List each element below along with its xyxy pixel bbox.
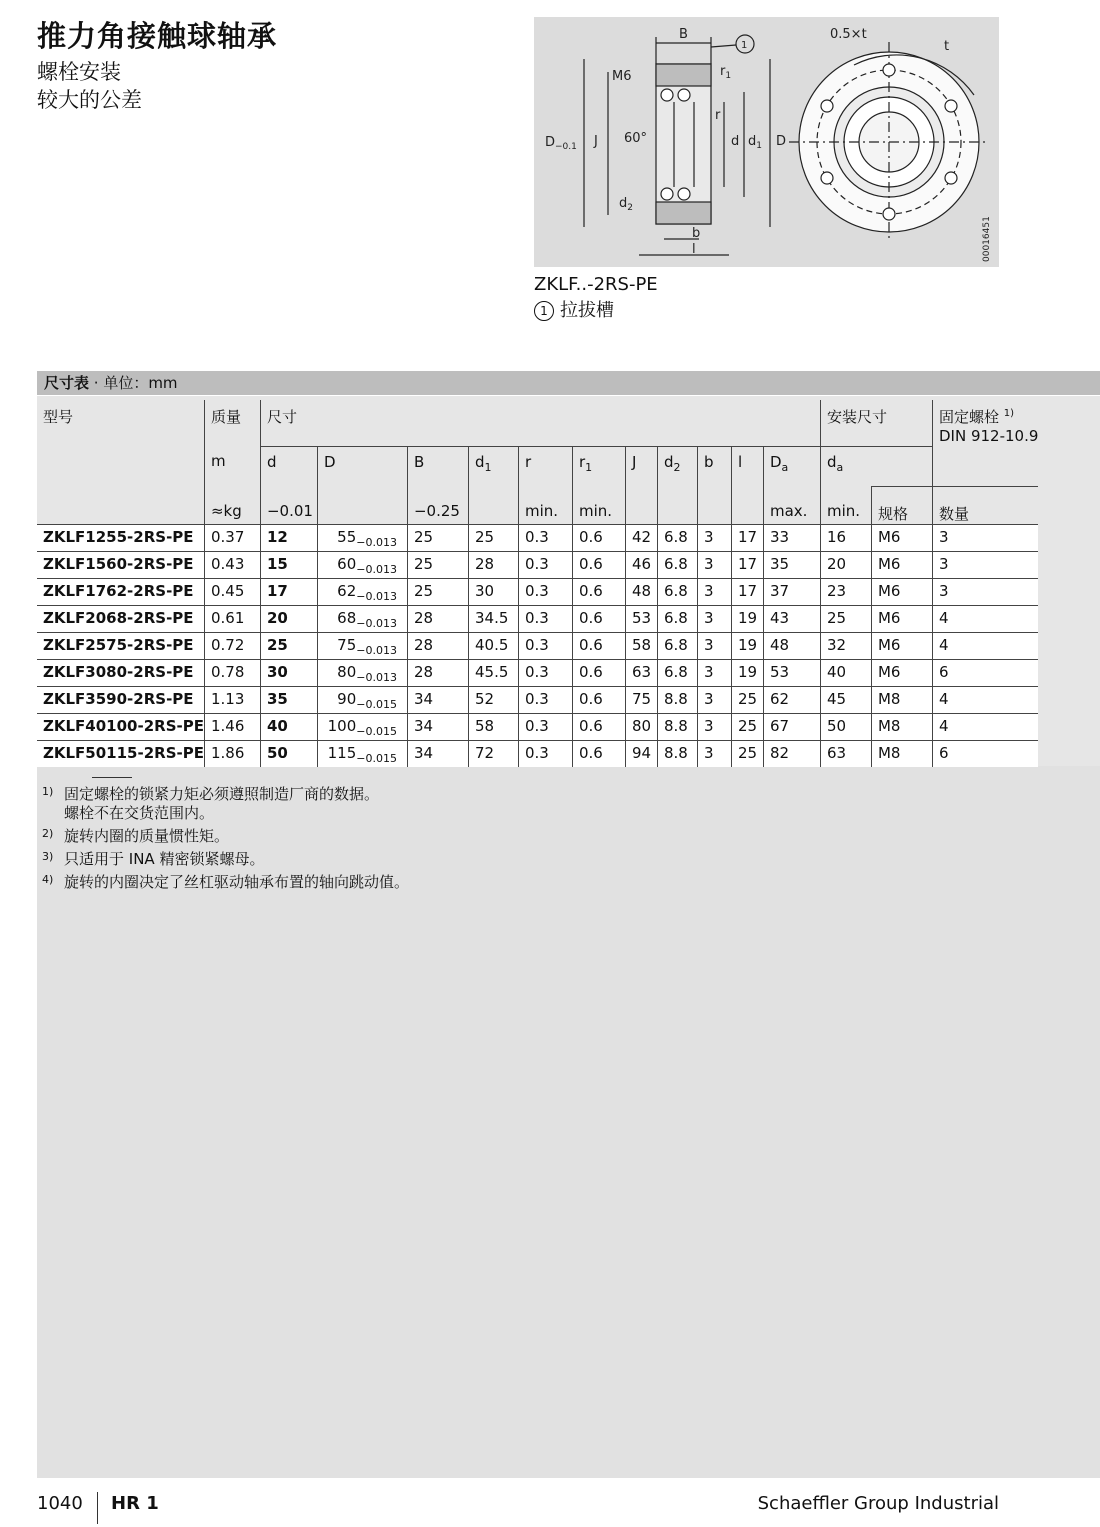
cell-model: ZKLF2068-2RS-PE [37,605,204,632]
table-band-unit: · 单位：mm [89,374,178,392]
cell-qty: 3 [932,578,1038,605]
sym-da: $d_a$ [820,446,871,486]
table-band [37,371,1100,395]
cell-m: 1.13 [204,686,260,713]
cell-m: 0.37 [204,524,260,551]
sym-l: l [731,446,763,486]
cell-d2: 8.8 [657,713,697,740]
cell-Da: 82 [763,740,820,767]
cell-model: ZKLF1560-2RS-PE [37,551,204,578]
cell-m: 1.86 [204,740,260,767]
cell-da: 23 [820,578,871,605]
cell-da: 40 [820,659,871,686]
cell-qty: 4 [932,713,1038,740]
notes-rule [92,777,132,778]
cell-B: 28 [407,605,468,632]
cell-d2: 6.8 [657,659,697,686]
label-d2: $d_2$ [619,196,633,213]
cell-D: $62_{-0.013}$ [317,578,407,605]
cell-D: $80_{-0.013}$ [317,659,407,686]
cell-m: 0.78 [204,659,260,686]
cell-l: 19 [731,605,763,632]
cell-J: 63 [625,659,657,686]
cell-d: 15 [260,551,317,578]
cell-size: M8 [871,713,932,740]
cell-r1: 0.6 [572,578,625,605]
cell-d2: 6.8 [657,578,697,605]
drawing-id: 00016451 [982,216,992,262]
label-b: b [692,226,701,241]
cell-r1: 0.6 [572,659,625,686]
cell-d2: 6.8 [657,605,697,632]
cell-J: 80 [625,713,657,740]
sym-J: J [625,446,657,486]
callout-label: 拉拔槽 [560,300,614,321]
cell-r1: 0.6 [572,686,625,713]
cell-B: 25 [407,524,468,551]
footnote-2: 2) 旋转内圈的质量惯性矩。 [42,827,230,845]
cell-m: 0.45 [204,578,260,605]
cell-size: M6 [871,578,932,605]
cell-Da: 67 [763,713,820,740]
cell-r: 0.3 [518,632,572,659]
cell-size: M6 [871,605,932,632]
page-number: 1040 [37,1493,83,1514]
cell-Da: 33 [763,524,820,551]
cell-da: 50 [820,713,871,740]
label-t: t [944,39,950,54]
cell-model: ZKLF50115-2RS-PE [37,740,204,767]
cell-b: 3 [697,659,731,686]
cell-m: 0.72 [204,632,260,659]
bearing-drawing [534,17,999,267]
col-header-model: 型号 [43,408,74,426]
cell-m: 1.46 [204,713,260,740]
cell-D: $90_{-0.015}$ [317,686,407,713]
cell-r: 0.3 [518,659,572,686]
sym-d: d [260,446,317,486]
figure-caption-model: ZKLF..-2RS-PE [534,274,658,295]
footer-divider [97,1492,98,1524]
cell-da: 32 [820,632,871,659]
cell-r1: 0.6 [572,740,625,767]
cell-l: 17 [731,578,763,605]
dimension-table [37,400,1038,767]
cell-r1: 0.6 [572,551,625,578]
sym-r: r [518,446,572,486]
cell-size: M6 [871,524,932,551]
cell-r: 0.3 [518,713,572,740]
cell-d: 17 [260,578,317,605]
cell-J: 94 [625,740,657,767]
cell-d: 20 [260,605,317,632]
label-r1: $r_1$ [720,64,732,81]
page-subtitle: 螺栓安装 [37,60,121,84]
label-D: D [776,134,787,149]
label-l: l [692,242,696,257]
cell-J: 46 [625,551,657,578]
table-row [37,524,1038,551]
cell-d1: 40.5 [468,632,518,659]
cell-m: 0.43 [204,551,260,578]
cell-l: 17 [731,524,763,551]
cell-J: 42 [625,524,657,551]
cell-B: 34 [407,713,468,740]
table-row [37,659,1038,686]
bearing-drawing-svg [534,17,999,267]
table-row [37,605,1038,632]
cell-D: $100_{-0.015}$ [317,713,407,740]
label-J: J [594,134,598,149]
label-d1: $d_1$ [748,134,762,151]
label-angle: 60° [624,131,648,146]
table-row [37,632,1038,659]
cell-qty: 3 [932,551,1038,578]
cell-d2: 6.8 [657,632,697,659]
cell-d: 12 [260,524,317,551]
cell-r1: 0.6 [572,713,625,740]
cell-qty: 6 [932,659,1038,686]
table-row [37,551,1038,578]
unit-bolt-qty: 数量 [932,486,1038,524]
label-B: B [679,27,688,42]
cell-J: 53 [625,605,657,632]
unit-B: −0.25 [407,486,468,524]
cell-Da: 37 [763,578,820,605]
cell-r: 0.3 [518,686,572,713]
sym-d2: $d_2$ [657,446,697,486]
table-row [37,686,1038,713]
col-header-mount: 安装尺寸 [820,400,932,446]
cell-r1: 0.6 [572,524,625,551]
cell-d2: 6.8 [657,551,697,578]
cell-l: 19 [731,632,763,659]
cell-model: ZKLF3080-2RS-PE [37,659,204,686]
label-M6: M6 [612,69,632,84]
table-band-title: 尺寸表 [44,374,90,392]
unit-da: min. [820,486,871,524]
cell-D: $60_{-0.013}$ [317,551,407,578]
cell-size: M6 [871,659,932,686]
cell-d1: 52 [468,686,518,713]
brand-name: Schaeffler Group Industrial [757,1493,999,1514]
cell-model: ZKLF40100-2RS-PE [37,713,204,740]
cell-D: $75_{-0.013}$ [317,632,407,659]
sym-d1: $d_1$ [468,446,518,486]
cell-qty: 4 [932,605,1038,632]
cell-model: ZKLF2575-2RS-PE [37,632,204,659]
page-title: 推力角接触球轴承 [37,19,278,53]
cell-qty: 6 [932,740,1038,767]
cell-size: M6 [871,551,932,578]
cell-b: 3 [697,524,731,551]
cell-d: 35 [260,686,317,713]
sym-r1: $r_1$ [572,446,625,486]
cell-qty: 4 [932,686,1038,713]
label-chamfer: 0.5×t [830,27,867,42]
sym-m: m [204,446,260,486]
cell-d1: 45.5 [468,659,518,686]
figure-caption-legend [534,296,614,322]
cell-Da: 53 [763,659,820,686]
unit-d: −0.01 [260,486,317,524]
cell-m: 0.61 [204,605,260,632]
sym-B: B [407,446,468,486]
cell-d1: 30 [468,578,518,605]
cell-l: 19 [731,659,763,686]
cell-qty: 4 [932,632,1038,659]
footnote-4: 4) 旋转的内圈决定了丝杠驱动轴承布置的轴向跳动值。 [42,873,410,891]
col-header-mass: 质量 [204,400,260,446]
cell-B: 28 [407,659,468,686]
col-header-bolts: 固定螺栓 $^{1)}$ DIN 912-10.9 [932,400,1038,486]
cell-l: 25 [731,686,763,713]
unit-m: ≈kg [204,486,260,524]
cell-B: 34 [407,740,468,767]
cell-Da: 48 [763,632,820,659]
cell-d1: 34.5 [468,605,518,632]
cell-da: 45 [820,686,871,713]
cell-d2: 8.8 [657,686,697,713]
cell-b: 3 [697,740,731,767]
footnote-1: 1) 固定螺栓的锁紧力矩必须遵照制造厂商的数据。 螺栓不在交货范围内。 [42,785,380,822]
cell-l: 25 [731,713,763,740]
cell-r: 0.3 [518,551,572,578]
cell-b: 3 [697,632,731,659]
cell-r: 0.3 [518,524,572,551]
table-row [37,713,1038,740]
cell-size: M6 [871,632,932,659]
unit-r1: min. [572,486,625,524]
cell-b: 3 [697,713,731,740]
cell-d1: 28 [468,551,518,578]
cell-l: 17 [731,551,763,578]
sym-Da: $D_a$ [763,446,820,486]
cell-B: 25 [407,578,468,605]
cell-D: $68_{-0.013}$ [317,605,407,632]
cell-l: 25 [731,740,763,767]
label-r: r [715,108,721,123]
cell-Da: 35 [763,551,820,578]
cell-da: 20 [820,551,871,578]
footnotes [42,785,409,896]
cell-size: M8 [871,686,932,713]
cell-model: ZKLF1762-2RS-PE [37,578,204,605]
cell-Da: 43 [763,605,820,632]
cell-D: $55_{-0.013}$ [317,524,407,551]
cell-d2: 6.8 [657,524,697,551]
cell-d1: 72 [468,740,518,767]
table-row [37,740,1038,767]
cell-qty: 3 [932,524,1038,551]
cell-d: 40 [260,713,317,740]
cell-D: $115_{-0.015}$ [317,740,407,767]
col-header-dims: 尺寸 [260,400,820,446]
unit-r: min. [518,486,572,524]
cell-d: 25 [260,632,317,659]
cell-d1: 58 [468,713,518,740]
unit-bolt-size: 规格 [871,486,932,524]
cell-J: 58 [625,632,657,659]
cell-r: 0.3 [518,578,572,605]
cell-d1: 25 [468,524,518,551]
label-callout: 1 [741,40,748,51]
cell-b: 3 [697,605,731,632]
sym-b: b [697,446,731,486]
cell-model: ZKLF1255-2RS-PE [37,524,204,551]
page-subtitle-2: 较大的公差 [37,88,142,112]
cell-r1: 0.6 [572,632,625,659]
unit-Da: max. [763,486,820,524]
cell-r: 0.3 [518,605,572,632]
cell-size: M8 [871,740,932,767]
table-row [37,578,1038,605]
cell-d2: 8.8 [657,740,697,767]
cell-d: 50 [260,740,317,767]
label-D01: $D_{-0.1}$ [545,135,577,152]
cell-J: 75 [625,686,657,713]
cell-da: 63 [820,740,871,767]
cell-B: 34 [407,686,468,713]
cell-B: 28 [407,632,468,659]
cell-r: 0.3 [518,740,572,767]
cell-r1: 0.6 [572,605,625,632]
cell-da: 16 [820,524,871,551]
cell-b: 3 [697,551,731,578]
footnote-3: 3) 只适用于 INA 精密锁紧螺母。 [42,850,265,868]
sym-D: D [317,446,407,486]
label-d: d [731,134,740,149]
cell-model: ZKLF3590-2RS-PE [37,686,204,713]
cell-b: 3 [697,686,731,713]
callout-marker: 1 [534,301,554,321]
cell-d: 30 [260,659,317,686]
cell-da: 25 [820,605,871,632]
cell-b: 3 [697,578,731,605]
cell-J: 48 [625,578,657,605]
cell-B: 25 [407,551,468,578]
cell-Da: 62 [763,686,820,713]
section-id: HR 1 [111,1493,159,1514]
